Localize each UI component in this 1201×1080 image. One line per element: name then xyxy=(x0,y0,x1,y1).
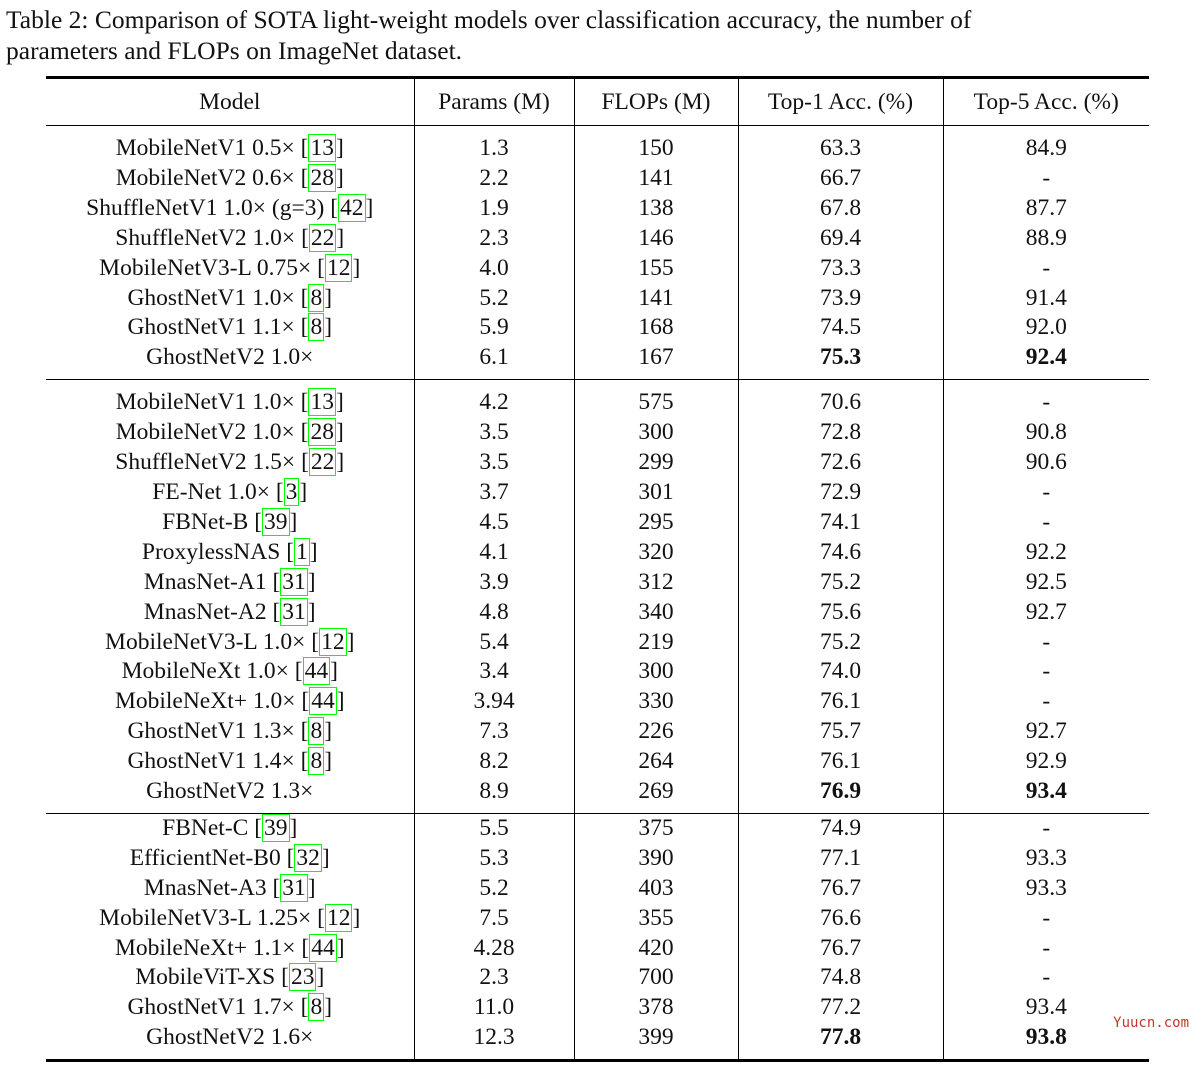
cell-top5: 92.2 xyxy=(943,538,1149,568)
cell-model: MobileNetV2 1.0× [28] xyxy=(115,419,344,446)
cell-top5: 93.4 xyxy=(943,777,1149,813)
model-name: GhostNetV1 1.3× xyxy=(127,718,295,745)
cell-model: MnasNet-A2 [31] xyxy=(143,598,316,625)
model-name: EfficientNet-B0 xyxy=(129,844,281,871)
citation-link[interactable]: 8 xyxy=(310,748,323,775)
cell-flops: 301 xyxy=(574,478,738,508)
cell-flops: 146 xyxy=(574,224,738,254)
cell-model: MobileNetV1 0.5× [13] xyxy=(115,135,344,161)
cell-top5: - xyxy=(943,628,1149,658)
cell-flops: 355 xyxy=(574,904,738,934)
cell-flops: 300 xyxy=(574,418,738,448)
cell-top1: 74.1 xyxy=(738,508,943,538)
cell-top5: - xyxy=(943,380,1149,418)
table-row xyxy=(46,874,1149,904)
model-name: MnasNet-A2 xyxy=(143,598,267,625)
cell-top5: 90.6 xyxy=(943,448,1149,478)
cell-top1: 77.1 xyxy=(738,844,943,874)
table-row xyxy=(46,478,1149,508)
cell-flops: 141 xyxy=(574,284,738,314)
model-name: MnasNet-A1 xyxy=(143,568,267,595)
citation-link[interactable]: 12 xyxy=(326,254,351,281)
cell-model: EfficientNet-B0 [32] xyxy=(129,844,330,871)
cell-top1: 76.1 xyxy=(738,747,943,777)
model-name: ShuffleNetV1 1.0× (g=3) xyxy=(86,194,325,221)
citation-link[interactable]: 8 xyxy=(310,314,323,341)
cell-top1: 75.2 xyxy=(738,568,943,598)
cell-params: 4.1 xyxy=(414,538,574,568)
cell-model: ShuffleNetV2 1.5× [22] xyxy=(115,449,345,476)
table-row xyxy=(46,747,1149,777)
cell-top1: 63.3 xyxy=(738,126,943,164)
table-row xyxy=(46,284,1149,314)
cell-model: FBNet-B [39] xyxy=(162,508,298,535)
cell-params: 4.5 xyxy=(414,508,574,538)
model-name: GhostNetV1 1.7× xyxy=(127,994,295,1021)
cell-model: MobileNeXt+ 1.0× [44] xyxy=(114,688,345,715)
cell-params: 3.5 xyxy=(414,448,574,478)
cell-top5: - xyxy=(943,963,1149,993)
cell-top5: 84.9 xyxy=(943,126,1149,164)
cell-model: MobileNeXt 1.0× [44] xyxy=(121,658,338,685)
cell-flops: 168 xyxy=(574,313,738,343)
model-name: ShuffleNetV2 1.0× xyxy=(115,224,296,251)
cell-params: 11.0 xyxy=(414,993,574,1023)
cell-top1: 76.7 xyxy=(738,934,943,964)
cell-model: GhostNetV1 1.3× [8] xyxy=(127,718,333,745)
cell-top5: - xyxy=(943,813,1149,843)
cell-top1: 74.5 xyxy=(738,313,943,343)
cell-params: 6.1 xyxy=(414,343,574,379)
cell-top1: 73.9 xyxy=(738,284,943,314)
table-row xyxy=(46,568,1149,598)
table-caption xyxy=(6,4,1198,66)
table-row xyxy=(46,254,1149,284)
cell-model xyxy=(46,777,414,813)
table-row xyxy=(46,904,1149,934)
cell-params: 4.8 xyxy=(414,598,574,628)
cell-params: 5.9 xyxy=(414,313,574,343)
citation-link[interactable]: 8 xyxy=(310,718,323,745)
cell-model: MnasNet-A1 [31] xyxy=(143,568,316,595)
citation-link[interactable]: 23 xyxy=(290,964,315,991)
model-name: FE-Net 1.0× xyxy=(152,478,270,505)
results-table-container xyxy=(46,76,1149,1062)
cell-top5: 93.3 xyxy=(943,874,1149,904)
cell-flops: 312 xyxy=(574,568,738,598)
citation-link[interactable]: 28 xyxy=(310,419,334,446)
model-name: FBNet-C xyxy=(162,814,249,841)
header-top5: Top-5 Acc. (%) xyxy=(943,78,1149,126)
cell-flops: 378 xyxy=(574,993,738,1023)
cell-top1: 74.6 xyxy=(738,538,943,568)
cell-top1: 75.3 xyxy=(738,343,943,379)
cell-model: MobileNetV2 0.6× [28] xyxy=(115,164,344,191)
cell-top1: 73.3 xyxy=(738,254,943,284)
citation-link[interactable]: 31 xyxy=(282,598,306,625)
results-table xyxy=(46,76,1149,1062)
cell-params: 5.3 xyxy=(414,844,574,874)
cell-top5: 93.8 xyxy=(943,1023,1149,1060)
table-row xyxy=(46,993,1149,1023)
cell-params: 3.5 xyxy=(414,418,574,448)
citation-link[interactable]: 28 xyxy=(310,164,334,191)
table-row xyxy=(46,717,1149,747)
cell-model xyxy=(46,1023,414,1060)
table-group-3 xyxy=(46,813,1149,1060)
cell-flops: 295 xyxy=(574,508,738,538)
table-row xyxy=(46,1023,1149,1060)
cell-top5: - xyxy=(943,904,1149,934)
cell-params: 1.9 xyxy=(414,194,574,224)
model-name: GhostNetV1 1.4× xyxy=(127,748,295,775)
cell-flops: 300 xyxy=(574,657,738,687)
header-flops: FLOPs (M) xyxy=(574,78,738,126)
cell-flops: 219 xyxy=(574,628,738,658)
model-name: ShuffleNetV2 1.5× xyxy=(115,449,296,476)
cell-top1: 76.7 xyxy=(738,874,943,904)
citation-link[interactable]: 39 xyxy=(264,508,288,535)
model-name: MobileNetV1 0.5× xyxy=(115,135,295,161)
table-row xyxy=(46,164,1149,194)
cell-model: ProxylessNAS [1] xyxy=(141,538,318,565)
cell-flops: 399 xyxy=(574,1023,738,1060)
model-name: MobileNeXt+ 1.0× xyxy=(114,688,296,715)
cell-top5: - xyxy=(943,254,1149,284)
cell-flops: 330 xyxy=(574,687,738,717)
citation-link[interactable]: 44 xyxy=(304,658,329,685)
header-row xyxy=(46,78,1149,126)
table-row xyxy=(46,657,1149,687)
cell-top5: - xyxy=(943,934,1149,964)
caption-line-2: parameters and FLOPs on ImageNet dataset. xyxy=(6,36,463,65)
cell-params: 7.3 xyxy=(414,717,574,747)
cell-top1: 72.6 xyxy=(738,448,943,478)
cell-flops: 150 xyxy=(574,126,738,164)
cell-params: 7.5 xyxy=(414,904,574,934)
table-row xyxy=(46,194,1149,224)
table-row xyxy=(46,963,1149,993)
cell-flops: 700 xyxy=(574,963,738,993)
cell-params: 8.2 xyxy=(414,747,574,777)
cell-model: GhostNetV1 1.0× [8] xyxy=(127,284,333,311)
cell-top5: - xyxy=(943,478,1149,508)
cell-params: 3.4 xyxy=(414,657,574,687)
cell-top1: 69.4 xyxy=(738,224,943,254)
cell-params: 5.4 xyxy=(414,628,574,658)
table-row xyxy=(46,448,1149,478)
model-name: GhostNetV2 1.3× xyxy=(146,778,314,805)
cell-top5: - xyxy=(943,164,1149,194)
cell-top1: 75.7 xyxy=(738,717,943,747)
table-group-1 xyxy=(46,126,1149,380)
cell-top1: 74.8 xyxy=(738,963,943,993)
caption-line-1: Table 2: Comparison of SOTA light-weight models over classification accuracy, the number of xyxy=(6,5,972,34)
table-header xyxy=(46,78,1149,126)
cell-model: ShuffleNetV1 1.0× (g=3) [42] xyxy=(86,194,374,221)
model-name: GhostNetV1 1.1× xyxy=(127,314,295,341)
citation-link[interactable]: 3 xyxy=(285,478,298,505)
citation-link[interactable]: 22 xyxy=(310,449,335,476)
cell-top1: 70.6 xyxy=(738,380,943,418)
table-row xyxy=(46,380,1149,418)
cell-top5: - xyxy=(943,508,1149,538)
citation-link[interactable]: 39 xyxy=(264,814,288,841)
cell-flops: 141 xyxy=(574,164,738,194)
citation-link[interactable]: 22 xyxy=(310,224,335,251)
table-row xyxy=(46,687,1149,717)
cell-params: 8.9 xyxy=(414,777,574,813)
cell-top5: - xyxy=(943,687,1149,717)
cell-flops: 320 xyxy=(574,538,738,568)
table-row xyxy=(46,508,1149,538)
model-name: MobileNeXt 1.0× xyxy=(121,658,289,685)
cell-top5: - xyxy=(943,657,1149,687)
cell-top5: 92.4 xyxy=(943,343,1149,379)
citation-link[interactable]: 42 xyxy=(340,194,364,221)
cell-top1: 72.9 xyxy=(738,478,943,508)
cell-model: MobileNeXt+ 1.1× [44] xyxy=(114,934,345,961)
citation-link[interactable]: 8 xyxy=(310,994,323,1021)
cell-model: FE-Net 1.0× [3] xyxy=(152,478,308,505)
cell-model: GhostNetV1 1.7× [8] xyxy=(127,994,333,1021)
cell-params: 4.28 xyxy=(414,934,574,964)
cell-top1: 75.2 xyxy=(738,628,943,658)
cell-params: 3.7 xyxy=(414,478,574,508)
cell-top5: 93.4 xyxy=(943,993,1149,1023)
cell-flops: 420 xyxy=(574,934,738,964)
cell-top5: 93.3 xyxy=(943,844,1149,874)
model-name: MobileNeXt+ 1.1× xyxy=(114,934,296,961)
cell-top5: 92.5 xyxy=(943,568,1149,598)
model-name: MobileNetV1 1.0× xyxy=(115,389,295,416)
cell-flops: 138 xyxy=(574,194,738,224)
citation-link[interactable]: 44 xyxy=(311,934,335,961)
model-name: MobileViT-XS xyxy=(135,964,276,991)
cell-params: 1.3 xyxy=(414,126,574,164)
table-row xyxy=(46,844,1149,874)
citation-link[interactable]: 31 xyxy=(282,568,306,595)
model-name: MnasNet-A3 xyxy=(143,874,267,901)
cell-model: GhostNetV1 1.4× [8] xyxy=(127,748,333,775)
cell-flops: 226 xyxy=(574,717,738,747)
cell-params: 12.3 xyxy=(414,1023,574,1060)
model-name: MobileNetV2 1.0× xyxy=(115,419,295,446)
cell-flops: 390 xyxy=(574,844,738,874)
table-row xyxy=(46,777,1149,813)
header-model: Model xyxy=(46,78,414,126)
header-params: Params (M) xyxy=(414,78,574,126)
model-name: GhostNetV1 1.0× xyxy=(127,284,295,311)
citation-link[interactable]: 8 xyxy=(310,284,323,311)
cell-top1: 77.2 xyxy=(738,993,943,1023)
cell-flops: 269 xyxy=(574,777,738,813)
table-row xyxy=(46,313,1149,343)
cell-model xyxy=(46,343,414,379)
citation-link[interactable]: 12 xyxy=(321,628,345,655)
citation-link[interactable]: 13 xyxy=(310,135,334,161)
cell-flops: 264 xyxy=(574,747,738,777)
cell-top1: 66.7 xyxy=(738,164,943,194)
cell-params: 3.94 xyxy=(414,687,574,717)
model-name: MobileNetV3-L 0.75× xyxy=(99,254,312,281)
table-row xyxy=(46,126,1149,164)
citation-link[interactable]: 1 xyxy=(296,538,308,565)
cell-params: 2.2 xyxy=(414,164,574,194)
model-name: FBNet-B xyxy=(162,508,249,535)
cell-top1: 76.9 xyxy=(738,777,943,813)
cell-model: MobileNetV3-L 1.0× [12] xyxy=(105,628,355,655)
cell-model: MobileNetV3-L 1.25× [12] xyxy=(99,904,361,931)
cell-top1: 75.6 xyxy=(738,598,943,628)
model-name: ProxylessNAS xyxy=(141,538,281,565)
table-row xyxy=(46,538,1149,568)
cell-params: 2.3 xyxy=(414,224,574,254)
header-top1: Top-1 Acc. (%) xyxy=(738,78,943,126)
cell-model: GhostNetV1 1.1× [8] xyxy=(127,314,333,341)
cell-top1: 67.8 xyxy=(738,194,943,224)
cell-top5: 90.8 xyxy=(943,418,1149,448)
model-name: GhostNetV2 1.6× xyxy=(146,1024,314,1051)
citation-link[interactable]: 13 xyxy=(310,389,334,416)
cell-params: 5.2 xyxy=(414,874,574,904)
cell-top5: 87.7 xyxy=(943,194,1149,224)
cell-params: 4.0 xyxy=(414,254,574,284)
cell-model: MobileNetV3-L 0.75× [12] xyxy=(99,254,361,281)
citation-link[interactable]: 32 xyxy=(296,844,320,871)
watermark: Yuucn.com xyxy=(1113,1015,1189,1031)
model-name: MobileNetV3-L 1.0× xyxy=(105,628,306,655)
table-group-2 xyxy=(46,380,1149,814)
cell-params: 3.9 xyxy=(414,568,574,598)
citation-link[interactable]: 12 xyxy=(326,904,351,931)
cell-model: FBNet-C [39] xyxy=(162,814,298,841)
cell-top5: 92.0 xyxy=(943,313,1149,343)
cell-flops: 375 xyxy=(574,813,738,843)
cell-model: MobileViT-XS [23] xyxy=(135,964,325,991)
cell-top5: 92.7 xyxy=(943,717,1149,747)
cell-params: 5.2 xyxy=(414,284,574,314)
table-row xyxy=(46,418,1149,448)
cell-top1: 74.9 xyxy=(738,813,943,843)
cell-params: 4.2 xyxy=(414,380,574,418)
cell-top5: 88.9 xyxy=(943,224,1149,254)
citation-link[interactable]: 44 xyxy=(311,688,335,715)
cell-params: 5.5 xyxy=(414,813,574,843)
cell-model: ShuffleNetV2 1.0× [22] xyxy=(115,224,345,251)
cell-flops: 299 xyxy=(574,448,738,478)
table-row xyxy=(46,813,1149,843)
table-row xyxy=(46,628,1149,658)
cell-top1: 72.8 xyxy=(738,418,943,448)
table-row xyxy=(46,934,1149,964)
cell-top5: 92.9 xyxy=(943,747,1149,777)
model-name: GhostNetV2 1.0× xyxy=(146,344,314,371)
cell-top1: 76.1 xyxy=(738,687,943,717)
cell-params: 2.3 xyxy=(414,963,574,993)
cell-model: MobileNetV1 1.0× [13] xyxy=(115,389,344,416)
cell-flops: 403 xyxy=(574,874,738,904)
cell-flops: 167 xyxy=(574,343,738,379)
citation-link[interactable]: 31 xyxy=(282,874,306,901)
table-row xyxy=(46,598,1149,628)
cell-top1: 76.6 xyxy=(738,904,943,934)
cell-model: MnasNet-A3 [31] xyxy=(143,874,316,901)
cell-top1: 77.8 xyxy=(738,1023,943,1060)
cell-flops: 575 xyxy=(574,380,738,418)
cell-flops: 340 xyxy=(574,598,738,628)
table-row xyxy=(46,224,1149,254)
model-name: MobileNetV3-L 1.25× xyxy=(99,904,312,931)
cell-top1: 74.0 xyxy=(738,657,943,687)
table-row xyxy=(46,343,1149,379)
model-name: MobileNetV2 0.6× xyxy=(115,164,295,191)
cell-flops: 155 xyxy=(574,254,738,284)
cell-top5: 92.7 xyxy=(943,598,1149,628)
cell-top5: 91.4 xyxy=(943,284,1149,314)
